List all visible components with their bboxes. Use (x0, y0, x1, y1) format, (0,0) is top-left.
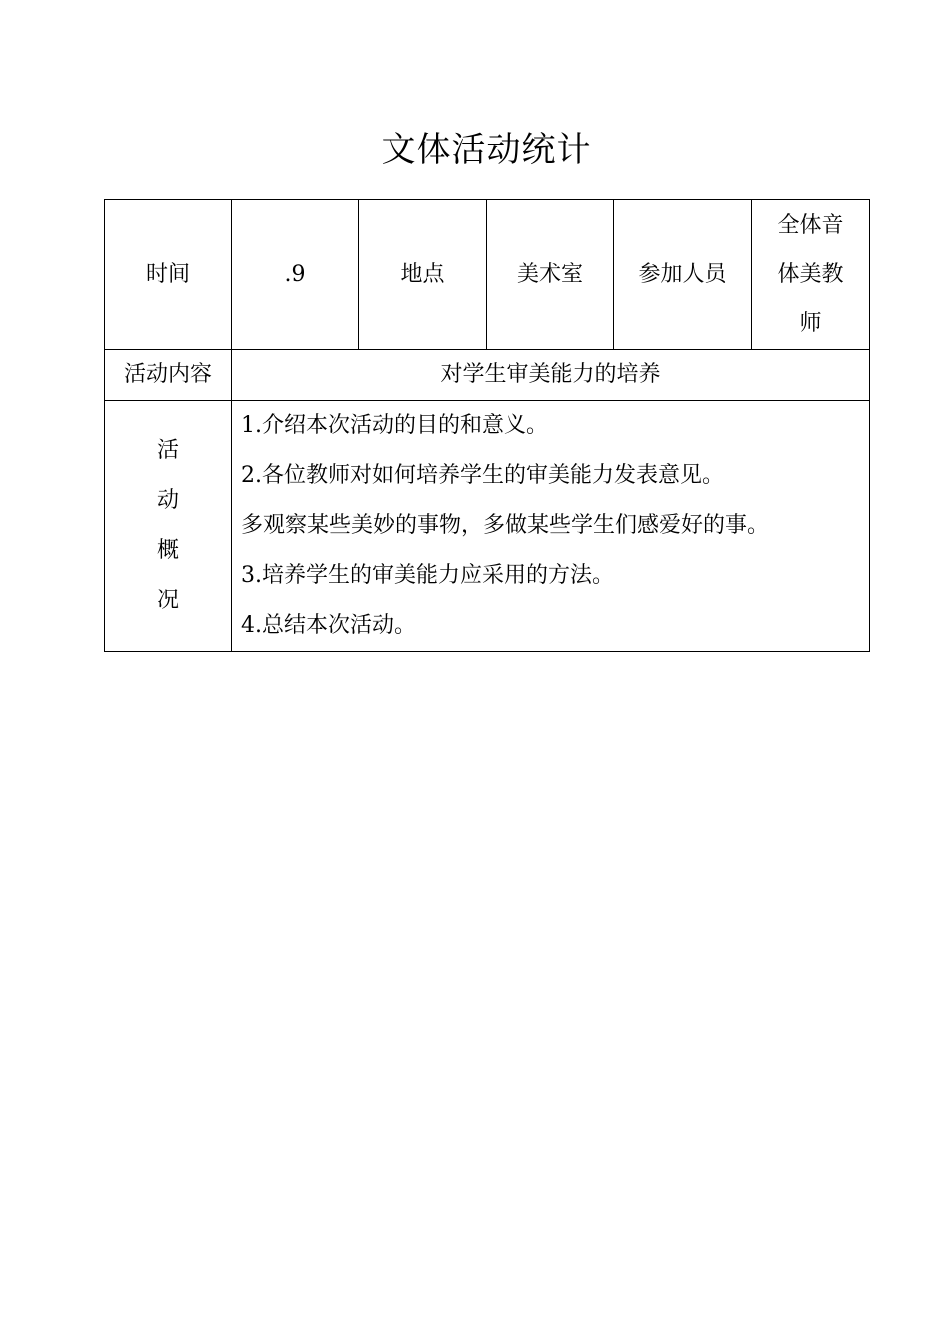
overview-label-char: 况 (156, 588, 179, 613)
activity-record-table (104, 199, 870, 652)
overview-line: 多观察某些美妙的事物，多做某些学生们感爱好的事。 (241, 513, 770, 538)
participants-line: 体美教 (777, 262, 844, 287)
place-value: 美术室 (487, 200, 614, 350)
content-value: 对学生审美能力的培养 (232, 350, 870, 401)
overview-line: 4.总结本次活动。 (241, 613, 416, 638)
page-title: 文体活动统计 (381, 130, 592, 170)
overview-body (232, 401, 870, 652)
time-label: 时间 (105, 200, 232, 350)
overview-label-char: 概 (156, 538, 179, 563)
participants-value (752, 200, 870, 350)
overview-label (105, 401, 232, 652)
time-value: .9 (232, 200, 359, 350)
table-row (105, 401, 870, 652)
table-row (105, 350, 870, 401)
participants-line: 师 (799, 311, 822, 336)
participants-line: 全体音 (777, 213, 844, 238)
place-label: 地点 (359, 200, 487, 350)
overview-line: 2.各位教师对如何培养学生的审美能力发表意见。 (241, 463, 724, 488)
overview-line: 3.培养学生的审美能力应采用的方法。 (241, 563, 614, 588)
overview-label-char: 活 (156, 438, 179, 463)
participants-label: 参加人员 (614, 200, 752, 350)
content-label: 活动内容 (105, 350, 232, 401)
overview-label-char: 动 (156, 488, 179, 513)
overview-line: 1.介绍本次活动的目的和意义。 (241, 413, 548, 438)
table-row (105, 200, 870, 350)
